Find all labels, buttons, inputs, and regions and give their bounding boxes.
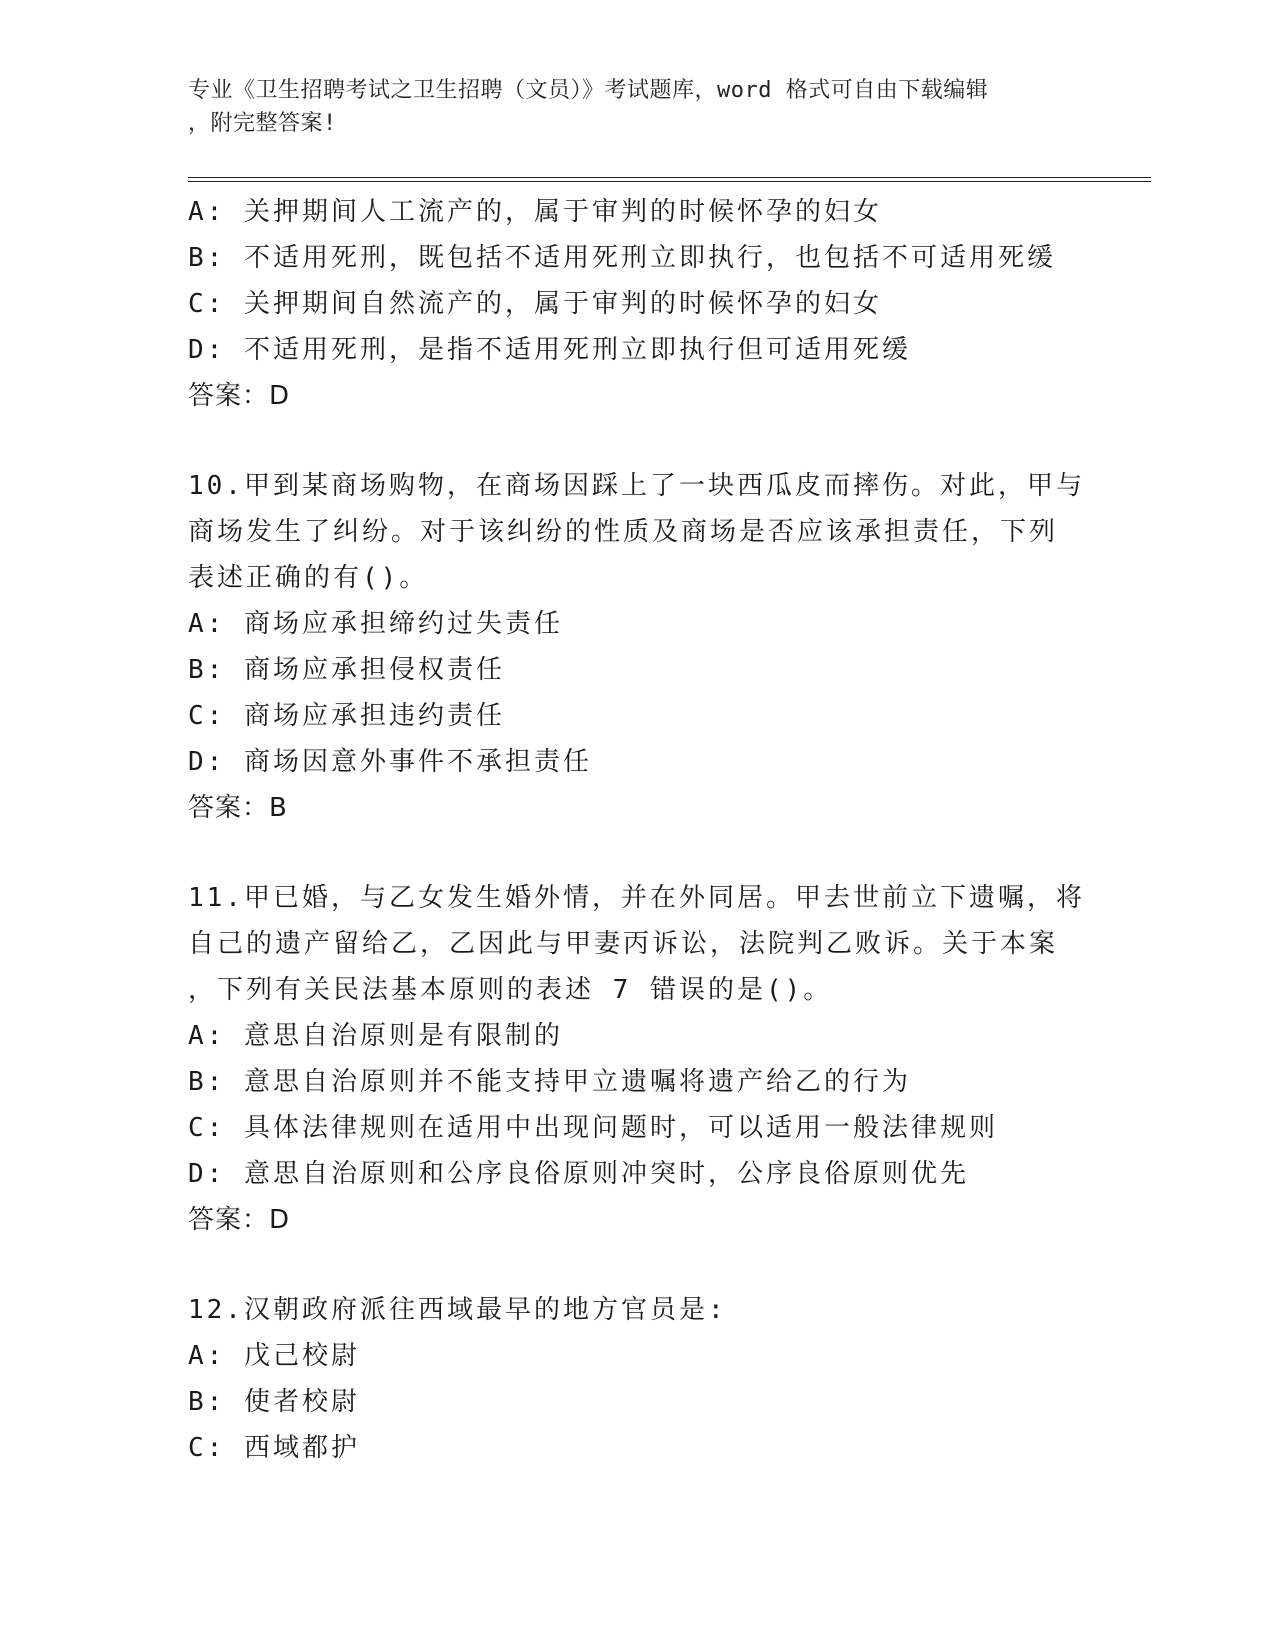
option-a: A: 意思自治原则是有限制的 [188,1021,563,1051]
question-list [188,189,1088,1471]
question-stem-line: 表述正确的有()。 [188,563,429,593]
header-divider [188,177,1151,182]
answer: 答案：B [188,793,288,823]
question-9 [188,189,1088,419]
option-a: A: 关押期间人工流产的，属于审判的时候怀孕的妇女 [188,197,882,227]
option-c: C: 西域都护 [188,1433,360,1463]
question-stem-line: 12.汉朝政府派往西域最早的地方官员是: [188,1295,727,1325]
spacer [188,419,1088,463]
option-c: C: 关押期间自然流产的，属于审判的时候怀孕的妇女 [188,289,882,319]
option-b: B: 商场应承担侵权责任 [188,655,505,685]
answer: 答案：D [188,1205,291,1235]
question-stem-line: 商场发生了纠纷。对于该纠纷的性质及商场是否应该承担责任，下列 [188,517,1059,547]
question-11 [188,875,1088,1243]
spacer [188,831,1088,875]
option-b: B: 意思自治原则并不能支持甲立遗嘱将遗产给乙的行为 [188,1067,911,1097]
question-stem-line: 11.甲已婚，与乙女发生婚外情，并在外同居。甲去世前立下遗嘱，将 [188,883,1085,913]
option-b: B: 不适用死刑，既包括不适用死刑立即执行，也包括不可适用死缓 [188,243,1056,273]
option-c: C: 商场应承担违约责任 [188,701,505,731]
option-d: D: 意思自治原则和公序良俗原则冲突时，公序良俗原则优先 [188,1159,969,1189]
option-a: A: 戊己校尉 [188,1341,360,1371]
header-line-2: ，附完整答案! [188,111,337,136]
option-b: B: 使者校尉 [188,1387,360,1417]
option-a: A: 商场应承担缔约过失责任 [188,609,563,639]
question-12 [188,1287,1088,1471]
answer: 答案：D [188,381,291,411]
document-header [188,74,1068,140]
question-10 [188,463,1088,831]
option-d: D: 商场因意外事件不承担责任 [188,747,592,777]
spacer [188,1243,1088,1287]
header-line-1: 专业《卫生招聘考试之卫生招聘（文员）》考试题库，word 格式可自由下载编辑 [188,78,989,103]
option-d: D: 不适用死刑，是指不适用死刑立即执行但可适用死缓 [188,335,911,365]
option-c: C: 具体法律规则在适用中出现问题时，可以适用一般法律规则 [188,1113,998,1143]
question-stem-line: ，下列有关民法基本原则的表述 7 错误的是()。 [188,975,833,1005]
question-stem-line: 自己的遗产留给乙，乙因此与甲妻丙诉讼，法院判乙败诉。关于本案 [188,929,1059,959]
question-stem-line: 10.甲到某商场购物，在商场因踩上了一块西瓜皮而摔伤。对此，甲与 [188,471,1085,501]
